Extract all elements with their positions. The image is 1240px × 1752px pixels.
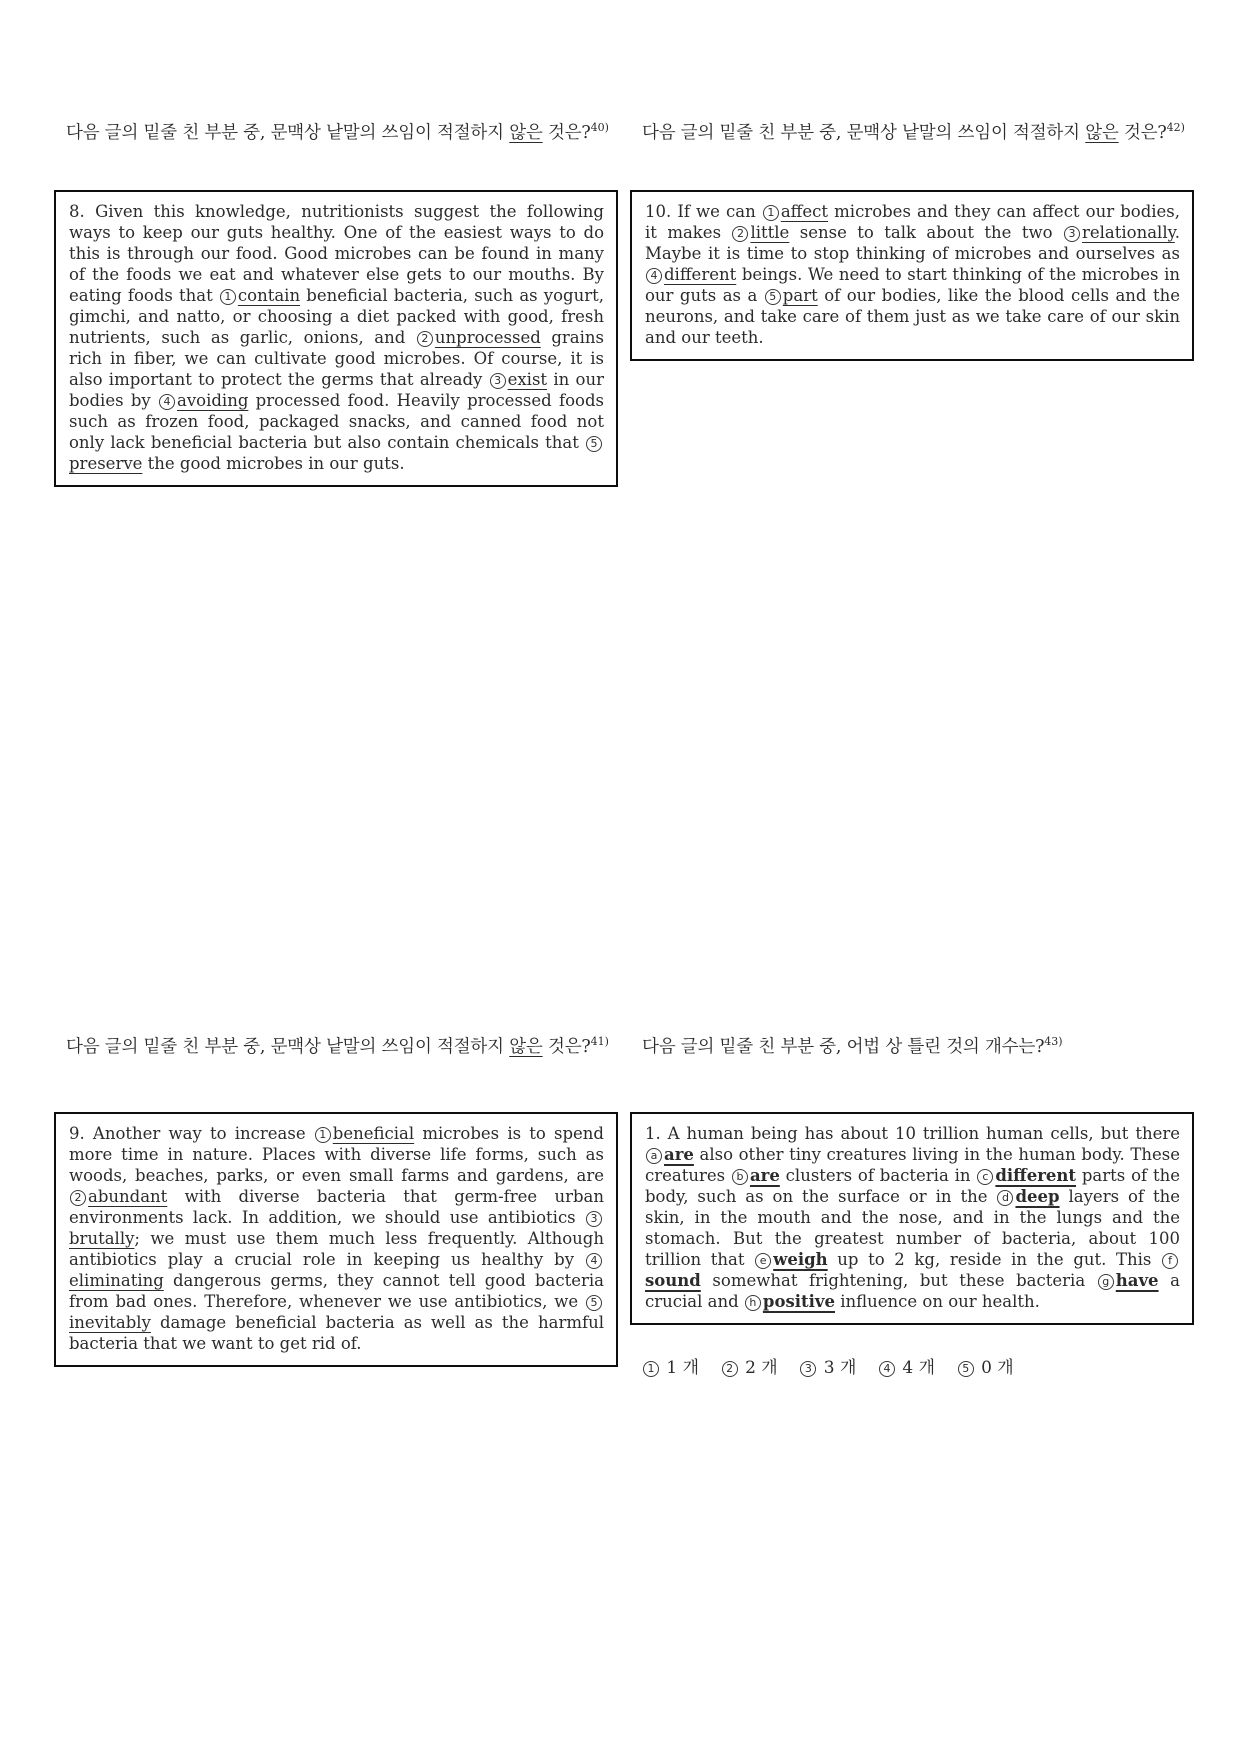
question-prompt-wrap (630, 120, 1194, 190)
circled-marker-icon: 1 (763, 205, 779, 221)
bold-underlined-word: positive (762, 1292, 835, 1311)
circled-marker-icon: g (1098, 1274, 1114, 1290)
circled-marker-icon: 2 (732, 226, 748, 242)
question-prompt-wrap (54, 120, 618, 190)
underlined-word: abundant (88, 1187, 168, 1206)
circled-marker-icon: b (732, 1169, 748, 1185)
underlined-word: inevitably (69, 1313, 151, 1332)
circled-marker-icon: 2 (722, 1361, 738, 1377)
circled-marker-icon: 3 (490, 373, 506, 389)
passage-box-10: 10. If we can 1 affect microbes and they can affect our bodies, it makes 2 little sense to talk about the two 3 relationally. Maybe it is time to stop thinking of microbes and ourselves as 4 different beings. We need to start thinking of the microbes in our guts as a 5 part of our bodies, like the blood cells and the neurons, and take care of them just as we take care of our skin and our teeth. (630, 190, 1194, 361)
question-block-42 (630, 120, 1194, 361)
underlined-word: part (782, 286, 818, 305)
circled-marker-icon: 2 (417, 331, 433, 347)
question-prompt-wrap (630, 1034, 1194, 1112)
circled-marker-icon: 3 (800, 1361, 816, 1377)
underlined-word: relationally (1081, 223, 1175, 242)
circled-marker-icon: 5 (958, 1361, 974, 1377)
circled-marker-icon: 5 (765, 289, 781, 305)
circled-marker-icon: 5 (586, 1295, 602, 1311)
underlined-word: brutally (69, 1229, 135, 1248)
bold-underlined-word: are (749, 1166, 780, 1185)
underlined-word: little (750, 223, 790, 242)
underlined-word: beneficial (332, 1124, 415, 1143)
circled-marker-icon: a (646, 1148, 662, 1164)
underlined-word: preserve (69, 454, 143, 473)
underlined-word: different (664, 265, 737, 284)
circled-marker-icon: 1 (315, 1127, 331, 1143)
underlined-word: eliminating (69, 1271, 164, 1290)
question-prompt-40: 다음 글의 밑줄 친 부분 중, 문맥상 낱말의 쓰임이 적절하지 않은 것은?$^{40)}$ (66, 121, 609, 143)
circled-marker-icon: h (745, 1295, 761, 1311)
circled-marker-icon: 5 (586, 436, 602, 452)
question-prompt-wrap (54, 1034, 618, 1112)
circled-marker-icon: 4 (646, 268, 662, 284)
question-block-40 (54, 120, 618, 487)
bold-underlined-word: have (1115, 1271, 1159, 1290)
circled-marker-icon: 3 (586, 1211, 602, 1227)
underlined-word: unprocessed (434, 328, 541, 347)
passage-box-1: 1. A human being has about 10 trillion human cells, but there a are also other tiny creatures living in the human body. These creatures b are clusters of bacteria in c different parts of the body, such as on the surface or in the d deep layers of the skin, in the mouth and the nose, and in the lungs and the stomach. But the greatest number of bacteria, about 100 trillion that e weigh up to 2 kg, reside in the gut. This fsound somewhat frightening, but these bacteria g have a crucial and h positive influence on our health. (630, 1112, 1194, 1325)
bold-underlined-word: are (664, 1145, 694, 1164)
circled-marker-icon: 3 (1064, 226, 1080, 242)
underlined-word: avoiding (176, 391, 249, 410)
circled-marker-icon: 4 (586, 1253, 602, 1269)
underlined-word: affect (780, 202, 829, 221)
underlined-word: 않은 (509, 1037, 543, 1057)
underlined-word: 않은 (1085, 123, 1119, 143)
bold-underlined-word: weigh (773, 1250, 828, 1269)
circled-marker-icon: 1 (220, 289, 236, 305)
footnote-number: 42) (1166, 121, 1185, 135)
circled-marker-icon: 4 (159, 394, 175, 410)
bold-underlined-word: deep (1015, 1187, 1060, 1206)
question-prompt-41: 다음 글의 밑줄 친 부분 중, 문맥상 낱말의 쓰임이 적절하지 않은 것은?$^{41)}$ (66, 1035, 609, 1057)
underlined-word: exist (507, 370, 548, 389)
passage-box-8: 8. Given this knowledge, nutritionists suggest the following ways to keep our guts healthy. One of the easiest ways to do this is through our food. Good microbes can be found in many of the foods we eat and whatever else gets to our mouths. By eating foods that 1 contain beneficial bacteria, such as yogurt, gimchi, and natto, or choosing a diet packed with good, fresh nutrients, such as garlic, onions, and 2 unprocessed grains rich in fiber, we can cultivate good microbes. Of course, it is also important to protect the germs that already 3 exist in our bodies by 4 avoiding processed food. Heavily processed foods such as frozen food, packaged snacks, and canned food not only lack beneficial bacteria but also contain chemicals that 5preserve the good microbes in our guts. (54, 190, 618, 487)
circled-marker-icon: d (997, 1190, 1013, 1206)
underlined-word: 않은 (509, 123, 543, 143)
circled-marker-icon: c (977, 1169, 993, 1185)
circled-marker-icon: 1 (643, 1361, 659, 1377)
circled-marker-icon: e (755, 1253, 771, 1269)
circled-marker-icon: 2 (70, 1190, 86, 1206)
bold-underlined-word: different (995, 1166, 1077, 1185)
circled-marker-icon: f (1162, 1253, 1178, 1269)
bold-underlined-word: sound (645, 1271, 701, 1290)
question-prompt-42: 다음 글의 밑줄 친 부분 중, 문맥상 낱말의 쓰임이 적절하지 않은 것은?$^{42)}$ (642, 121, 1185, 143)
circled-marker-icon: 4 (879, 1361, 895, 1377)
footnote-number: 40) (590, 121, 609, 135)
passage-box-9: 9. Another way to increase 1 beneficial microbes is to spend more time in nature. Places with diverse life forms, such as woods, beaches, parks, or even small farms and gardens, are 2 abundant with diverse bacteria that germ-free urban environments lack. In addition, we should use antibiotics 3brutally; we must use them much less frequently. Although antibiotics play a crucial role in keeping us healthy by 4eliminating dangerous germs, they cannot tell good bacteria from bad ones. Therefore, whenever we use antibiotics, we 5inevitably damage beneficial bacteria as well as the harmful bacteria that we want to get rid of. (54, 1112, 618, 1367)
footnote-number: 41) (590, 1035, 609, 1049)
answer-options-43: 1 1 개 2 2 개 3 3 개 4 4 개 5 0 개 (630, 1357, 1194, 1379)
underlined-word: contain (237, 286, 301, 305)
question-block-43 (630, 1034, 1194, 1379)
question-prompt-43: 다음 글의 밑줄 친 부분 중, 어법 상 틀린 것의 개수는?$^{43)}$ (642, 1035, 1063, 1057)
question-block-41 (54, 1034, 618, 1367)
footnote-number: 43) (1044, 1035, 1063, 1049)
